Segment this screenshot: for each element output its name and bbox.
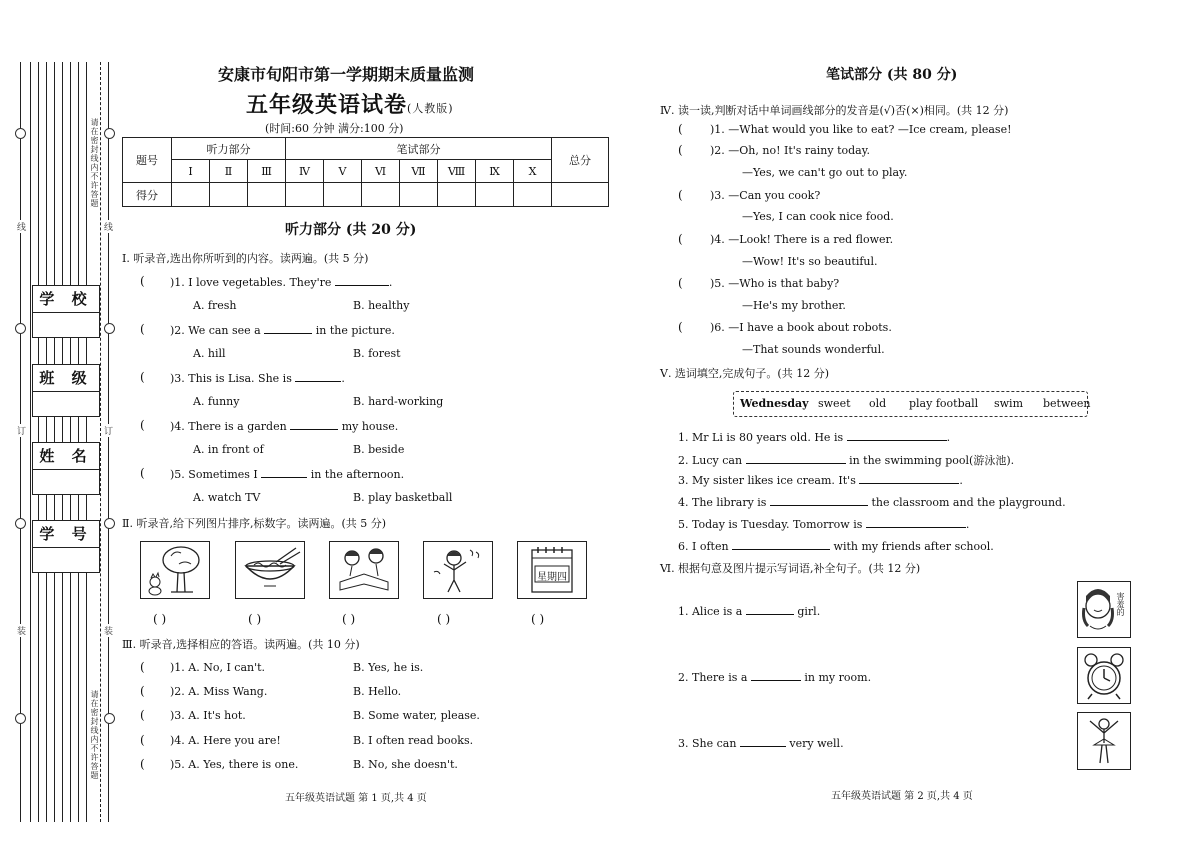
answer-paren[interactable]: ( (678, 188, 698, 202)
answer-paren[interactable]: ( (140, 733, 160, 747)
score-table-writing: 笔试部分 (286, 138, 552, 160)
answer-blank[interactable] (751, 670, 801, 681)
question-stem: 3. My sister likes ice cream. It's (678, 474, 856, 487)
score-table-label-qno: 题号 (123, 138, 172, 183)
answer-blank[interactable] (290, 419, 338, 430)
picture-children-reading (329, 541, 399, 599)
school-label: 学 校 (33, 286, 99, 313)
answer-blank[interactable] (261, 467, 307, 478)
score-cell[interactable] (438, 183, 476, 207)
score-cell[interactable] (286, 183, 324, 207)
cut-mark-line: 线 (104, 220, 113, 233)
question-tail: . (965, 518, 970, 531)
question-text (170, 419, 398, 433)
option-b: B. I often read books. (353, 734, 474, 747)
question-stem: 5. Today is Tuesday. Tomorrow is (678, 518, 863, 531)
option-a: )2. A. Miss Wang. (170, 685, 268, 698)
question-stem: 1. Mr Li is 80 years old. He is (678, 431, 844, 444)
question-stem: 2. There is a (678, 671, 748, 684)
section-5-title: Ⅴ. 选词填空,完成句子。(共 12 分) (660, 367, 830, 380)
binding-hole (104, 713, 115, 724)
answer-blank[interactable] (264, 323, 312, 334)
picture-order-paren-5[interactable]: ( ) (531, 612, 545, 626)
answer-paren[interactable]: ( (140, 418, 160, 432)
question-stem: )3. This is Lisa. She is (170, 372, 292, 385)
option-a: A. in front of (193, 443, 264, 456)
calendar-text: 星期四 (537, 572, 567, 583)
picture-shy-girl (1077, 581, 1131, 638)
question-stem: )2. We can see a (170, 324, 261, 337)
picture-order-paren-3[interactable]: ( ) (342, 612, 356, 626)
binding-hole (15, 518, 26, 529)
cut-mark-seal: 装 (17, 624, 26, 637)
question-stem: )5. Sometimes I (170, 468, 258, 481)
page-footer-left: 五年级英语试题 第 1 页,共 4 页 (285, 793, 427, 804)
cut-mark-bind: 订 (17, 424, 26, 437)
question-tail: . (388, 276, 393, 289)
class-field[interactable] (32, 364, 100, 417)
cut-mark-bind: 订 (104, 424, 113, 437)
listening-heading: 听力部分 (共 20 分) (285, 222, 417, 238)
answer-blank[interactable] (859, 473, 959, 484)
score-table-numeral: Ⅹ (514, 160, 552, 183)
score-table-numeral: Ⅳ (286, 160, 324, 183)
question-stem: 1. Alice is a (678, 605, 743, 618)
question-tail: girl. (797, 605, 821, 618)
word-bank (733, 391, 1091, 417)
cut-mark-line: 线 (17, 220, 26, 233)
dialogue-line: )1. —What would you like to eat? —Ice cream, please! (710, 123, 1012, 136)
question-stem: 3. She can (678, 737, 737, 750)
answer-paren[interactable]: ( (140, 708, 160, 722)
question-tail: in the afternoon. (310, 468, 405, 481)
seal-note: 请在密封线内不许答题 (90, 690, 99, 780)
binding-hole (15, 128, 26, 139)
margin-line (30, 62, 31, 822)
picture-calendar (517, 541, 587, 599)
shy-label: 害羞的 (1116, 592, 1125, 616)
score-cell[interactable] (476, 183, 514, 207)
margin-line (20, 62, 21, 822)
score-table-numeral: Ⅶ (400, 160, 438, 183)
dialogue-reply: —Wow! It's so beautiful. (742, 255, 878, 268)
word-bank-item: old (869, 397, 887, 410)
dialogue-line: )2. —Oh, no! It's rainy today. (710, 144, 870, 157)
score-table (122, 137, 609, 207)
answer-paren[interactable]: ( (140, 684, 160, 698)
dialogue-reply: —That sounds wonderful. (742, 343, 885, 356)
binding-hole (15, 323, 26, 334)
class-input[interactable] (33, 392, 99, 416)
dialogue-line: )3. —Can you cook? (710, 189, 821, 202)
option-a: A. funny (193, 395, 240, 408)
answer-paren[interactable]: ( (678, 276, 698, 290)
option-a: )1. A. No, I can't. (170, 661, 266, 674)
option-a: )5. A. Yes, there is one. (170, 758, 299, 771)
option-a: )4. A. Here you are! (170, 734, 281, 747)
exam-title-text: 五年级英语试卷 (246, 92, 408, 118)
option-b: B. hard-working (353, 395, 444, 408)
question-tail: in the swimming pool(游泳池). (849, 454, 1015, 467)
girl-icon (424, 542, 492, 598)
page-footer-right: 五年级英语试题 第 2 页,共 4 页 (831, 791, 973, 802)
s6-question-2 (678, 670, 871, 684)
section-3-title: Ⅲ. 听录音,选择相应的答语。读两遍。(共 10 分) (122, 638, 360, 651)
score-table-listening: 听力部分 (172, 138, 286, 160)
score-cell[interactable] (172, 183, 210, 207)
noodle-bowl-icon (236, 542, 304, 598)
s6-question-1 (678, 604, 820, 618)
name-label: 姓 名 (33, 443, 99, 470)
word-bank-item: Wednesday (740, 397, 809, 410)
section-4-title: Ⅳ. 读一读,判断对话中单词画线部分的发音是(√)否(×)相同。(共 12 分) (660, 104, 1009, 117)
student-id-label: 学 号 (33, 521, 99, 548)
question-tail: in the picture. (315, 324, 395, 337)
score-table-total: 总分 (552, 138, 609, 183)
score-cell[interactable] (324, 183, 362, 207)
option-b: B. Some water, please. (353, 709, 480, 722)
picture-alarm-clock (1077, 647, 1131, 704)
exam-title-region: 安康市旬阳市第一学期期末质量监测 (218, 65, 475, 84)
section-2-title: Ⅱ. 听录音,给下列图片排序,标数字。读两遍。(共 5 分) (122, 517, 387, 530)
question-text (170, 371, 345, 385)
score-table-numeral: Ⅷ (438, 160, 476, 183)
answer-blank[interactable] (770, 495, 868, 506)
s5-question-5 (678, 517, 969, 531)
name-field[interactable] (32, 442, 100, 495)
seal-line (100, 62, 101, 822)
seal-note: 请在密封线内不许答题 (90, 118, 99, 208)
s6-question-3 (678, 736, 844, 750)
score-table-numeral: Ⅰ (172, 160, 210, 183)
option-a: )3. A. It's hot. (170, 709, 246, 722)
word-bank-item: between (1043, 397, 1091, 410)
question-tail: . (341, 372, 345, 385)
answer-paren[interactable]: ( (140, 322, 160, 336)
answer-paren[interactable]: ( (140, 660, 160, 674)
section-1-title: Ⅰ. 听录音,选出你所听到的内容。读两遍。(共 5 分) (122, 252, 369, 265)
s5-question-4 (678, 495, 1066, 509)
score-cell[interactable] (362, 183, 400, 207)
question-stem: )1. I love vegetables. They're (170, 276, 332, 289)
answer-paren[interactable]: ( (678, 232, 698, 246)
dancer-icon (1078, 713, 1130, 769)
picture-ballet-dancer (1077, 712, 1131, 770)
dialogue-line: )6. —I have a book about robots. (710, 321, 892, 334)
picture-girl-playing (423, 541, 493, 599)
answer-paren[interactable]: ( (678, 122, 698, 136)
class-label: 班 级 (33, 365, 99, 392)
option-a: A. fresh (193, 299, 237, 312)
section-6-title: Ⅵ. 根据句意及图片提示写词语,补全句子。(共 12 分) (660, 562, 921, 575)
question-stem: 4. The library is (678, 496, 767, 509)
s5-question-1 (678, 430, 950, 444)
question-stem: 6. I often (678, 540, 729, 553)
question-text (170, 323, 395, 337)
picture-tree-cat (140, 541, 210, 599)
option-a: A. hill (193, 347, 226, 360)
school-input[interactable] (33, 313, 99, 337)
student-id-input[interactable] (33, 548, 99, 572)
tree-icon (141, 542, 209, 598)
answer-blank[interactable] (866, 517, 966, 528)
binding-hole (104, 128, 115, 139)
answer-blank[interactable] (740, 736, 786, 747)
dialogue-reply: —Yes, I can cook nice food. (742, 210, 894, 223)
alarm-clock-icon (1078, 648, 1130, 703)
answer-paren[interactable]: ( (140, 466, 160, 480)
score-table-numeral: Ⅸ (476, 160, 514, 183)
answer-paren[interactable]: ( (140, 274, 160, 288)
s5-question-2 (678, 452, 1014, 468)
binding-hole (15, 713, 26, 724)
option-b: B. healthy (353, 299, 410, 312)
question-tail: the classroom and the playground. (871, 496, 1066, 509)
total-score-cell[interactable] (552, 183, 609, 207)
option-b: B. Hello. (353, 685, 402, 698)
word-bank-item: swim (994, 397, 1024, 410)
answer-blank[interactable] (746, 453, 846, 464)
option-b: B. No, she doesn't. (353, 758, 458, 771)
margin-line (108, 62, 109, 822)
word-bank-item: sweet (818, 397, 851, 410)
s5-question-6 (678, 539, 994, 553)
question-tail: with my friends after school. (833, 540, 994, 553)
question-tail: my house. (341, 420, 399, 433)
picture-noodles (235, 541, 305, 599)
score-table-label-score: 得分 (123, 183, 172, 207)
binding-hole (104, 323, 115, 334)
score-table-numeral: Ⅱ (210, 160, 248, 183)
answer-paren[interactable]: ( (678, 320, 698, 334)
score-table-numeral: Ⅴ (324, 160, 362, 183)
score-table-numeral: Ⅵ (362, 160, 400, 183)
s5-question-3 (678, 473, 963, 487)
question-tail: very well. (789, 737, 844, 750)
option-b: B. play basketball (353, 491, 453, 504)
writing-heading: 笔试部分 (共 80 分) (826, 67, 958, 83)
answer-paren[interactable]: ( (140, 370, 160, 384)
exam-title (246, 88, 454, 119)
question-text (170, 275, 392, 289)
score-table-numeral: Ⅲ (248, 160, 286, 183)
answer-blank[interactable] (847, 430, 947, 441)
name-input[interactable] (33, 470, 99, 494)
answer-blank[interactable] (335, 275, 389, 286)
question-text (170, 467, 404, 481)
exam-time-info: (时间:60 分钟 满分:100 分) (265, 122, 404, 135)
school-field[interactable] (32, 285, 100, 338)
children-icon (330, 542, 398, 598)
question-tail: . (946, 431, 951, 444)
picture-order-paren-1[interactable]: ( ) (153, 612, 167, 626)
option-b: B. Yes, he is. (353, 661, 424, 674)
question-stem: 2. Lucy can (678, 454, 743, 467)
student-id-field[interactable] (32, 520, 100, 573)
cut-mark-seal: 装 (104, 624, 113, 637)
option-b: B. beside (353, 443, 405, 456)
word-bank-item: play football (909, 397, 979, 410)
option-a: A. watch TV (193, 491, 261, 504)
dialogue-reply: —He's my brother. (742, 299, 846, 312)
score-cell[interactable] (514, 183, 552, 207)
answer-paren[interactable]: ( (678, 143, 698, 157)
score-cell[interactable] (248, 183, 286, 207)
question-stem: )4. There is a garden (170, 420, 287, 433)
dialogue-line: )4. —Look! There is a red flower. (710, 233, 894, 246)
answer-blank[interactable] (295, 371, 341, 382)
dialogue-line: )5. —Who is that baby? (710, 277, 840, 290)
dialogue-reply: —Yes, we can't go out to play. (742, 166, 908, 179)
binding-hole (104, 518, 115, 529)
score-cell[interactable] (400, 183, 438, 207)
question-tail: . (959, 474, 963, 487)
answer-blank[interactable] (732, 539, 830, 550)
option-b: B. forest (353, 347, 401, 360)
picture-order-paren-2[interactable]: ( ) (248, 612, 262, 626)
binding-margin (0, 0, 118, 849)
answer-paren[interactable]: ( (140, 757, 160, 771)
question-tail: in my room. (804, 671, 872, 684)
answer-blank[interactable] (746, 604, 794, 615)
score-cell[interactable] (210, 183, 248, 207)
exam-edition: (人教版) (407, 102, 454, 115)
picture-order-paren-4[interactable]: ( ) (437, 612, 451, 626)
